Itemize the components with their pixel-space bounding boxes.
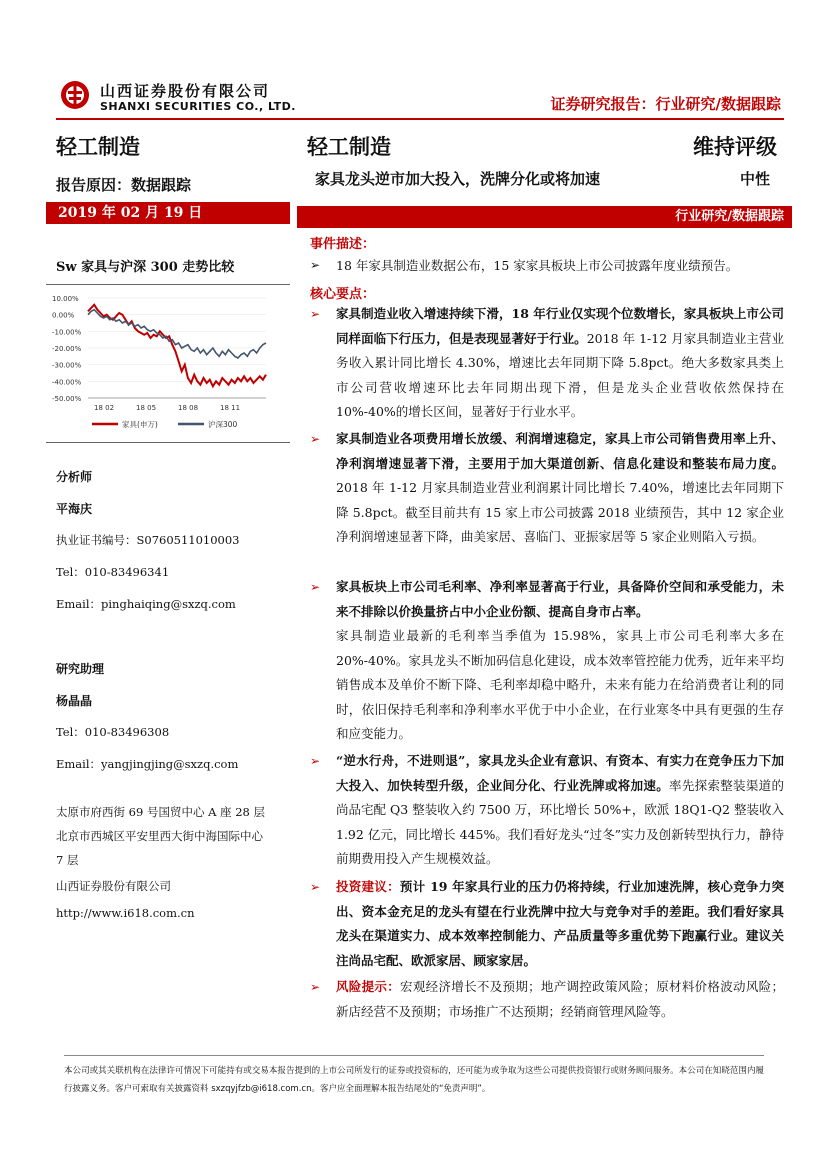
- bullet-icon: ➢: [310, 580, 321, 594]
- chart-title: Sw 家具与沪深 300 走势比较: [56, 260, 235, 275]
- rating-label: 维持评级: [693, 135, 777, 159]
- assistant-name: 杨晶晶: [56, 694, 93, 708]
- company-name-en: SHANXI SECURITIES CO., LTD.: [100, 100, 296, 113]
- y-tick-label: -20.00%: [52, 345, 82, 353]
- chart-series: [88, 305, 266, 387]
- report-date: 2019 年 02 月 19 日: [46, 202, 290, 224]
- bullet-icon: ➢: [310, 307, 321, 321]
- series-line: [88, 305, 266, 387]
- analyst-heading: 分析师: [56, 470, 93, 484]
- chart-grid: [88, 298, 266, 398]
- core-heading: 核心要点：: [310, 287, 376, 302]
- assistant-tel: Tel：010-83496308: [56, 725, 170, 739]
- performance-chart: [52, 290, 284, 438]
- bullet-icon: ➢: [310, 258, 321, 272]
- y-tick-label: -40.00%: [52, 378, 82, 387]
- legend-label: 家具(申万): [122, 420, 158, 429]
- analyst-name: 平海庆: [56, 502, 93, 516]
- rating-value: 中性: [740, 170, 771, 188]
- legend-label: 沪深300: [208, 420, 238, 429]
- y-tick-label: 10.00%: [52, 295, 79, 303]
- company-url[interactable]: http://www.i618.com.cn: [56, 906, 195, 920]
- point-2: [336, 427, 784, 550]
- point-2-bold: 家具制造业各项费用增长放缓、利润增速稳定，家具上市公司销售费用率上升、净利润增速显著下滑，主要用于加大渠道创新、信息化建设和整装布局力度。: [336, 431, 784, 471]
- company-name-cn: 山西证券股份有限公司: [100, 82, 271, 100]
- footer-divider: [64, 1055, 764, 1056]
- chart-bottom-divider: [46, 442, 290, 443]
- address-beijing-line1: 北京市西城区平安里西大街中海国际中心: [56, 829, 263, 843]
- y-tick-label: -10.00%: [52, 328, 82, 337]
- point-1-bold: 家具制造业收入增速持续下滑，18 年行业仅实现个位数增长，家具板块上市公司同样面临下行压力，但是表现显著好于行业。: [336, 306, 784, 346]
- point-4: [336, 749, 784, 872]
- industry-title-left: 轻工制造: [56, 135, 140, 159]
- report-category-bar: 行业研究/数据跟踪: [297, 206, 792, 228]
- investment-advice: [336, 875, 784, 973]
- risk-warning-label: 风险提示：: [336, 979, 401, 994]
- risk-warning-text: 宏观经济增长不及预期；地产调控政策风险；原材料价格波动风险；新店经营不及预期；市场推广不达预期；经销商管理风险等。: [336, 979, 784, 1019]
- y-tick-label: 0.00%: [52, 311, 75, 320]
- x-tick-label: 18 05: [136, 404, 157, 412]
- point-1-text: 2018 年 1-12 月家具制造业主营业务收入累计同比增长 4.30%，增速比去年同期下降 5.8pct。绝大多数家具类上市公司营收增速环比去年同期出现下滑，但是龙头企业营收依然保持在 10%-40%的增长区间，显著好于行业水平。: [336, 330, 784, 419]
- assistant-heading: 研究助理: [56, 662, 105, 676]
- bullet-icon: ➢: [310, 880, 321, 894]
- point-4-bold: “逆水行舟，不进则退”，家具龙头企业有意识、有资本、有实力在竞争压力下加大投入、加快转型升级，企业间分化、行业洗牌或将加速。: [336, 753, 784, 793]
- x-tick-label: 18 08: [178, 404, 199, 412]
- report-reason: 报告原因：数据跟踪: [56, 176, 192, 194]
- risk-warning: [336, 975, 784, 1024]
- analyst-tel: Tel：010-83496341: [56, 565, 170, 579]
- investment-advice-label: 投资建议：: [336, 879, 400, 894]
- y-axis-ticks: [52, 295, 82, 403]
- address-beijing-line2: 7 层: [56, 853, 79, 867]
- event-text: 18 年家具制造业数据公布，15 家家具板块上市公司披露年度业绩预告。: [336, 258, 739, 273]
- assistant-email[interactable]: Email：yangjingjing@sxzq.com: [56, 757, 239, 771]
- chart-legend: [92, 419, 238, 429]
- report-headline: 家具龙头逆市加大投入，洗牌分化或将加速: [315, 170, 601, 188]
- y-tick-label: -50.00%: [52, 395, 82, 403]
- point-3: [336, 575, 784, 747]
- analyst-email[interactable]: Email：pinghaiqing@sxzq.com: [56, 597, 236, 611]
- chart-top-divider: [46, 284, 290, 285]
- point-4-text: 率先探索整装渠道的尚品宅配 Q3 整装收入约 7500 万，环比增长 50%+，欧派 18Q1-Q2 整装收入 1.92 亿元，同比增长 445%。我们看好龙头“过冬”实力及创新转型执行力，静待前期费用投入产生规模效益。: [336, 777, 784, 866]
- disclaimer: 本公司或其关联机构在法律许可情况下可能持有或交易本报告提到的上市公司所发行的证券或投资标的，还可能为或争取为这些公司提供投资银行或财务顾问服务。本公司在知晓范围内履行披露义务。客户可索取有关披露资料 sxzqyjfzb@i618.com.cn。客户应全面理解本报告结尾处的“免责声明”。: [64, 1066, 764, 1094]
- investment-advice-text: 预计 19 年家具行业的压力仍将持续，行业加速洗牌，核心竞争力突出、资本金充足的龙头有望在行业洗牌中拉大与竞争对手的差距。我们看好家具龙头在渠道实力、成本效率控制能力、产品质量等多重优势下跑赢行业。建议关注尚品宅配、欧派家居、顾家家居。: [336, 879, 784, 968]
- analyst-cert: 执业证书编号：S0760511010003: [56, 533, 240, 547]
- address-taiyuan: 太原市府西街 69 号国贸中心 A 座 28 层: [56, 805, 266, 819]
- industry-title-right: 轻工制造: [307, 135, 391, 159]
- point-3-text: 家具制造业最新的毛利率当季值为 15.98%，家具上市公司毛利率大多在 20%-40%。家具龙头不断加码信息化建设，成本效率管控能力优秀，近年来平均销售成本及单价不断下降、毛利率却稳中略升，未来有能力在给消费者让利的同时，依旧保持毛利率和净利率水平优于中小企业，在行业寒冬中具有更强的生存和应变能力。: [336, 628, 784, 741]
- x-tick-label: 18 02: [94, 404, 115, 412]
- header-divider: [56, 118, 784, 120]
- point-1: [336, 302, 784, 425]
- x-tick-label: 18 11: [220, 404, 241, 412]
- report-type: 证券研究报告：行业研究/数据跟踪: [550, 95, 781, 113]
- bullet-icon: ➢: [310, 980, 321, 994]
- point-2-text: 2018 年 1-12 月家具制造业营业利润累计同比增长 7.40%，增速比去年同期下降 5.8pct。截至目前共有 15 家上市公司披露 2018 业绩预告，其中 12 家企业净利润增速显著下降，曲美家居、喜临门、亚振家居等 5 家企业则陷入亏损。: [336, 480, 784, 544]
- event-heading: 事件描述：: [310, 237, 376, 252]
- y-tick-label: -30.00%: [52, 361, 82, 370]
- bullet-icon: ➢: [310, 432, 321, 446]
- address-company: 山西证券股份有限公司: [56, 879, 171, 893]
- bullet-icon: ➢: [310, 754, 321, 768]
- x-axis-ticks: [94, 404, 240, 412]
- company-logo-icon: [60, 80, 90, 110]
- point-3-bold: 家具板块上市公司毛利率、净利率显著高于行业，具备降价空间和承受能力，未来不排除以价换量挤占中小企业份额、提高自身市占率。: [336, 579, 784, 619]
